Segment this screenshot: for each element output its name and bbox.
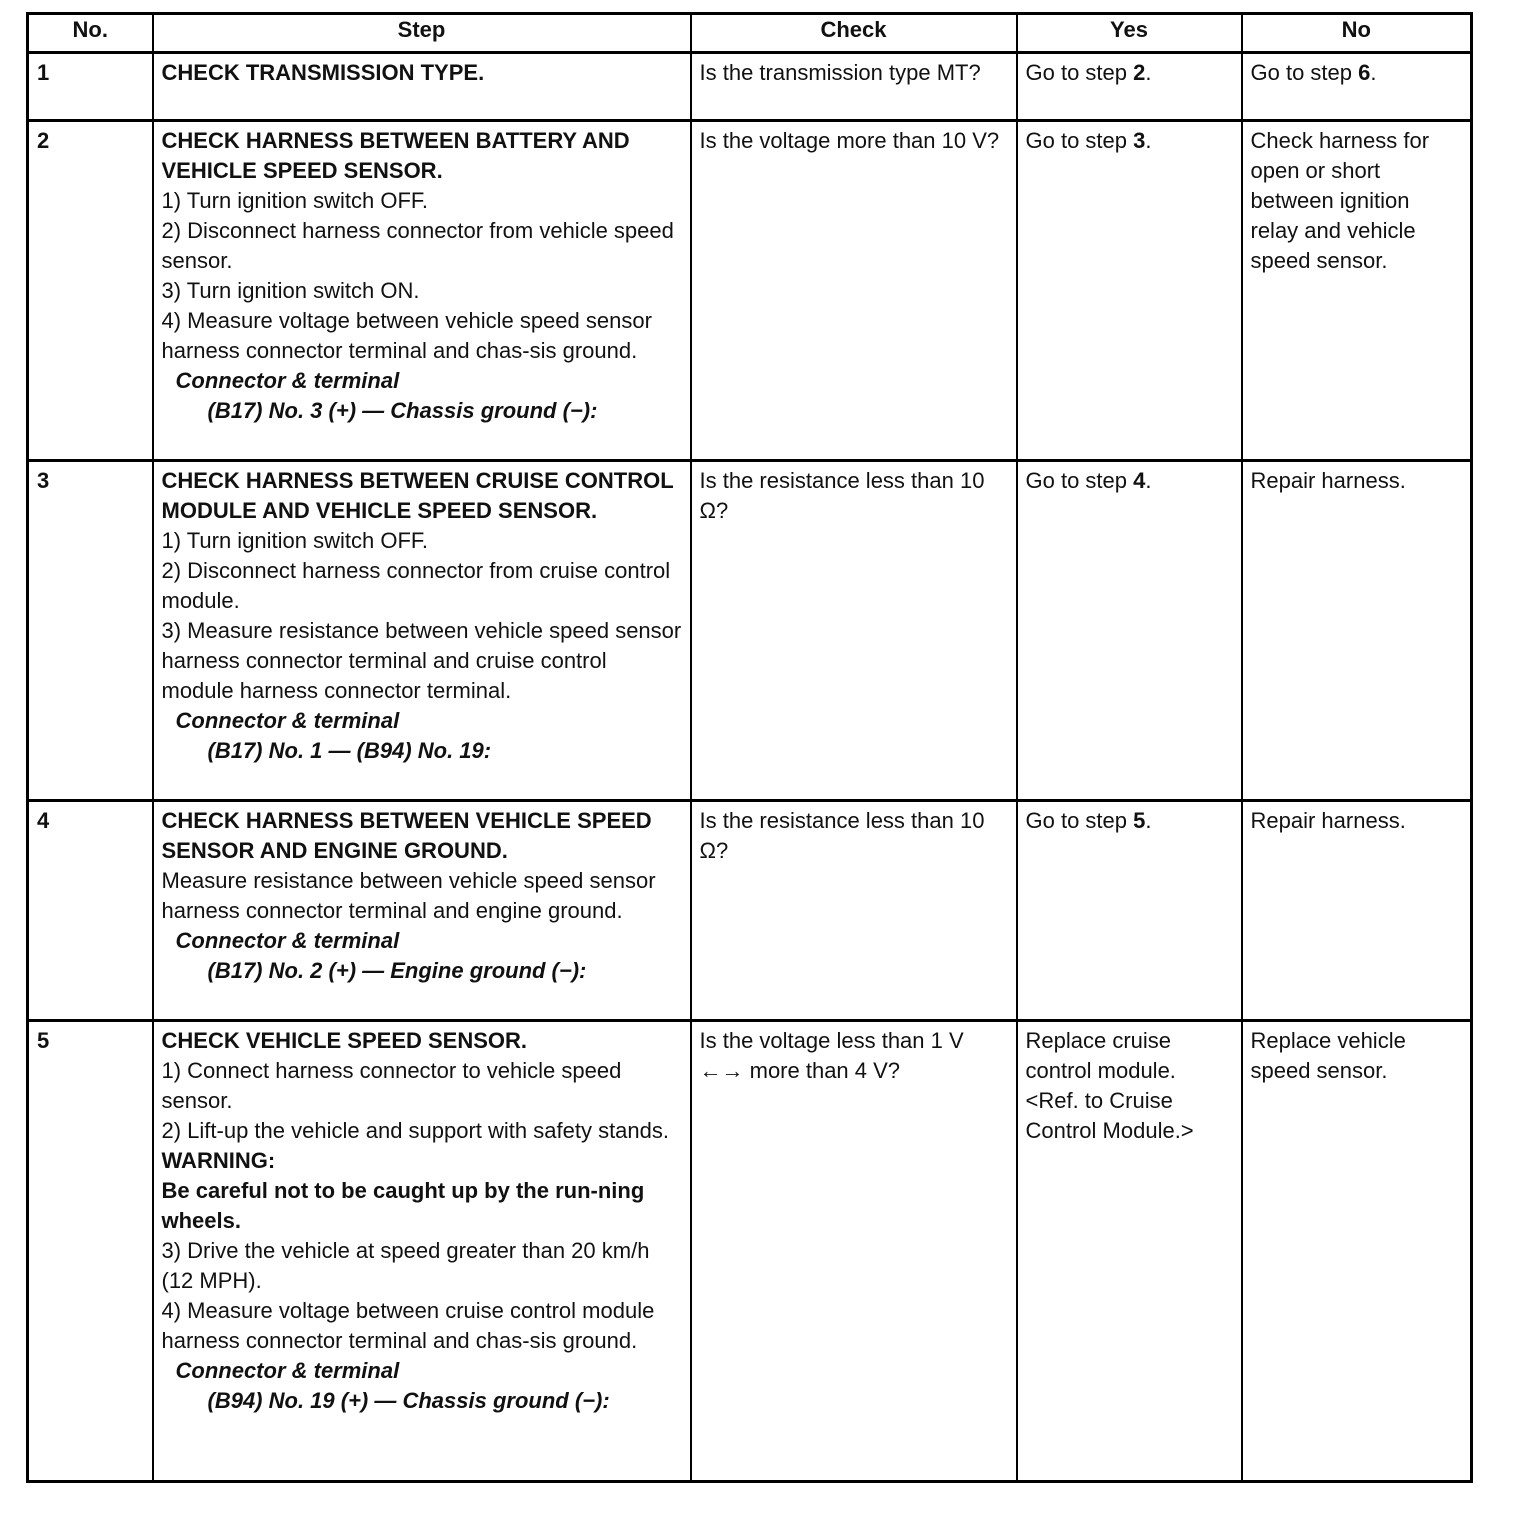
connector-label: Connector & terminal	[175, 1358, 400, 1383]
step-heading: CHECK VEHICLE SPEED SENSOR.	[161, 1028, 528, 1053]
yes-cell	[1017, 53, 1242, 121]
no-prefix: Go to step	[1250, 60, 1359, 85]
yes-step-number: 3	[1133, 128, 1146, 153]
connector-value: (B17) No. 1 — (B94) No. 19:	[207, 738, 492, 763]
yes-suffix: .	[1145, 808, 1152, 833]
step-number: 3	[28, 461, 153, 801]
yes-cell	[1017, 801, 1242, 1021]
yes-prefix: Go to step	[1025, 128, 1134, 153]
yes-step-number: 4	[1133, 468, 1146, 493]
table-row	[28, 1021, 1472, 1482]
step-number: 2	[28, 121, 153, 461]
step-number: 4	[28, 801, 153, 1021]
table-row	[28, 53, 1472, 121]
connector-label: Connector & terminal	[175, 708, 400, 733]
step-instruction: 3) Turn ignition switch ON.	[161, 278, 420, 303]
step-instruction: Measure resistance between vehicle speed sensor harness connector terminal and engine ground.	[161, 868, 656, 923]
step-instruction: 2) Disconnect harness connector from vehicle speed sensor.	[161, 218, 674, 273]
header-no: No.	[28, 14, 153, 53]
no-suffix: .	[1370, 60, 1377, 85]
step-instruction: 1) Turn ignition switch OFF.	[161, 188, 429, 213]
step-heading: CHECK TRANSMISSION TYPE.	[161, 60, 485, 85]
warning-text: Be careful not to be caught up by the run-ning wheels.	[161, 1178, 645, 1233]
no-cell: Check harness for open or short between ignition relay and vehicle speed sensor.	[1242, 121, 1472, 461]
step-instruction: 2) Disconnect harness connector from cruise control module.	[161, 558, 671, 613]
header-row	[28, 14, 1472, 53]
table-row	[28, 801, 1472, 1021]
check-cell: Is the voltage less than 1 V ←→ more than 4 V?	[691, 1021, 1017, 1482]
step-heading: CHECK HARNESS BETWEEN CRUISE CONTROL MODULE AND VEHICLE SPEED SENSOR.	[161, 468, 674, 523]
no-cell: Repair harness.	[1242, 461, 1472, 801]
yes-step-number: 2	[1133, 60, 1146, 85]
yes-cell	[1017, 461, 1242, 801]
yes-prefix: Go to step	[1025, 60, 1134, 85]
step-number: 1	[28, 53, 153, 121]
step-heading: CHECK HARNESS BETWEEN BATTERY AND VEHICLE SPEED SENSOR.	[161, 128, 630, 183]
step-instruction: 3) Drive the vehicle at speed greater than 20 km/h (12 MPH).	[161, 1238, 650, 1293]
header-yes: Yes	[1017, 14, 1242, 53]
step-cell	[153, 1021, 691, 1482]
header-no-result: No	[1242, 14, 1472, 53]
header-check: Check	[691, 14, 1017, 53]
step-instruction: 2) Lift-up the vehicle and support with safety stands.	[161, 1118, 670, 1143]
yes-cell	[1017, 121, 1242, 461]
yes-cell: Replace cruise control module. <Ref. to Cruise Control Module.>	[1017, 1021, 1242, 1482]
yes-prefix: Go to step	[1025, 468, 1134, 493]
check-cell: Is the voltage more than 10 V?	[691, 121, 1017, 461]
connector-value: (B17) No. 3 (+) — Chassis ground (−):	[207, 398, 598, 423]
connector-value: (B17) No. 2 (+) — Engine ground (−):	[207, 958, 587, 983]
step-cell	[153, 801, 691, 1021]
connector-value: (B94) No. 19 (+) — Chassis ground (−):	[207, 1388, 610, 1413]
header-step: Step	[153, 14, 691, 53]
step-instruction: 4) Measure voltage between vehicle speed sensor harness connector terminal and chas-sis ground.	[161, 308, 652, 363]
step-instruction: 3) Measure resistance between vehicle speed sensor harness connector terminal and cruise control module harness connector terminal.	[161, 618, 682, 703]
yes-suffix: .	[1145, 468, 1152, 493]
step-number: 5	[28, 1021, 153, 1482]
diagnostic-table	[26, 12, 1473, 1483]
yes-step-number: 5	[1133, 808, 1146, 833]
connector-label: Connector & terminal	[175, 368, 400, 393]
connector-label: Connector & terminal	[175, 928, 400, 953]
yes-prefix: Go to step	[1025, 808, 1134, 833]
step-cell	[153, 121, 691, 461]
step-instruction: 1) Connect harness connector to vehicle speed sensor.	[161, 1058, 622, 1113]
step-cell	[153, 461, 691, 801]
no-cell: Replace vehicle speed sensor.	[1242, 1021, 1472, 1482]
no-cell: Repair harness.	[1242, 801, 1472, 1021]
step-cell	[153, 53, 691, 121]
yes-suffix: .	[1145, 128, 1152, 153]
table-row	[28, 461, 1472, 801]
step-heading: CHECK HARNESS BETWEEN VEHICLE SPEED SENSOR AND ENGINE GROUND.	[161, 808, 652, 863]
step-instruction: 4) Measure voltage between cruise control module harness connector terminal and chas-sis ground.	[161, 1298, 655, 1353]
warning-label: WARNING:	[161, 1148, 276, 1173]
check-cell: Is the transmission type MT?	[691, 53, 1017, 121]
check-cell: Is the resistance less than 10 Ω?	[691, 801, 1017, 1021]
no-step-number: 6	[1358, 60, 1371, 85]
yes-suffix: .	[1145, 60, 1152, 85]
step-instruction: 1) Turn ignition switch OFF.	[161, 528, 429, 553]
table-row	[28, 121, 1472, 461]
no-cell	[1242, 53, 1472, 121]
check-cell: Is the resistance less than 10 Ω?	[691, 461, 1017, 801]
